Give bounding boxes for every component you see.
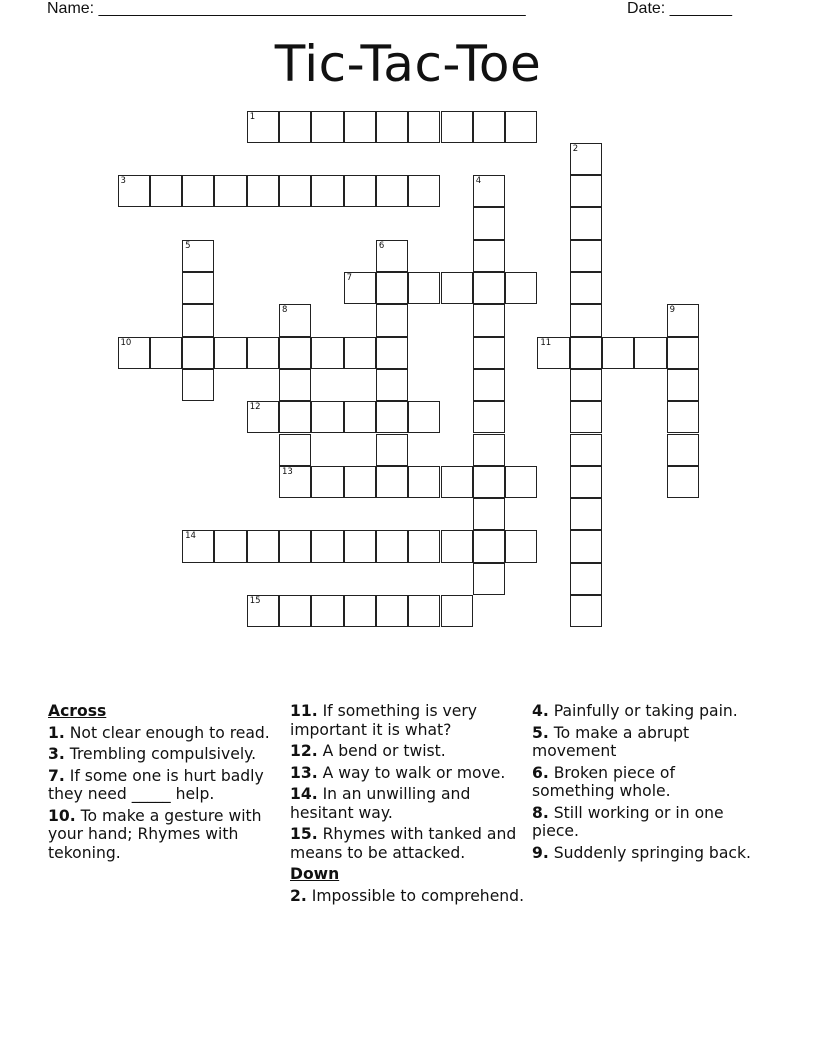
grid-cell[interactable] (376, 304, 408, 336)
grid-cell[interactable] (214, 337, 246, 369)
name-field-label: Name: ________________________________________________ (47, 0, 526, 17)
grid-cell[interactable] (473, 337, 505, 369)
grid-cell[interactable] (570, 498, 602, 530)
grid-cell[interactable] (376, 530, 408, 562)
grid-cell[interactable] (473, 498, 505, 530)
grid-cell[interactable] (279, 434, 311, 466)
grid-cell[interactable] (505, 111, 537, 143)
grid-cell[interactable] (570, 530, 602, 562)
clue-down-6: 6. Broken piece of something whole. (532, 763, 675, 800)
grid-cell[interactable] (311, 175, 343, 207)
clue-across-3: 3. Trembling compulsively. (48, 745, 257, 763)
grid-cell[interactable] (570, 175, 602, 207)
grid-cell[interactable] (667, 401, 699, 433)
grid-cell[interactable] (247, 111, 279, 143)
grid-cell[interactable] (537, 337, 569, 369)
grid-cell[interactable] (182, 369, 214, 401)
clue-down-8: 8. Still working or in one piece. (532, 803, 724, 840)
grid-cell[interactable] (376, 337, 408, 369)
grid-cell[interactable] (441, 530, 473, 562)
grid-cell[interactable] (473, 272, 505, 304)
clue-across-12: 12. A bend or twist. (290, 742, 446, 760)
grid-cell[interactable] (376, 434, 408, 466)
grid-cell[interactable] (570, 207, 602, 239)
grid-cell[interactable] (311, 111, 343, 143)
clue-number: 2 (572, 143, 579, 154)
grid-cell[interactable] (570, 337, 602, 369)
grid-cell[interactable] (118, 175, 150, 207)
grid-cell[interactable] (279, 304, 311, 336)
grid-cell[interactable] (344, 530, 376, 562)
grid-cell[interactable] (667, 337, 699, 369)
grid-cell[interactable] (473, 466, 505, 498)
grid-cell[interactable] (376, 401, 408, 433)
clues-column-3 (532, 702, 762, 865)
clue-number: 15 (249, 596, 261, 606)
clues-column-1 (48, 702, 273, 865)
grid-cell[interactable] (247, 530, 279, 562)
grid-cell[interactable] (311, 530, 343, 562)
clue-number: 14 (185, 531, 196, 542)
grid-cell[interactable] (182, 175, 214, 207)
page-title: Tic-Tac-Toe (274, 35, 542, 93)
clue-number: 8 (282, 305, 288, 316)
clue-number: 5 (185, 240, 191, 251)
grid-cell[interactable] (473, 111, 505, 143)
clue-number: 10 (120, 337, 132, 348)
grid-cell[interactable] (408, 272, 440, 304)
grid-cell[interactable] (376, 595, 408, 627)
grid-cell[interactable] (344, 111, 376, 143)
grid-cell[interactable] (279, 530, 311, 562)
clues-column-2 (290, 702, 526, 908)
clue-down-4: 4. Painfully or taking pain. (532, 702, 738, 720)
grid-cell[interactable] (247, 337, 279, 369)
grid-cell[interactable] (408, 466, 440, 498)
clue-down-5: 5. To make a abrupt movement (532, 723, 690, 760)
grid-cell[interactable] (150, 175, 182, 207)
clue-across-10: 10. To make a gesture with your hand; Rhymes with tekoning. (48, 806, 262, 862)
grid-cell[interactable] (182, 240, 214, 272)
grid-cell[interactable] (570, 369, 602, 401)
grid-cell[interactable] (376, 111, 408, 143)
clue-across-15: 15. Rhymes with tanked and means to be attacked. (290, 825, 517, 862)
grid-cell[interactable] (344, 466, 376, 498)
grid-cell[interactable] (376, 369, 408, 401)
grid-cell[interactable] (473, 207, 505, 239)
grid-cell[interactable] (182, 337, 214, 369)
clue-number: 4 (475, 176, 482, 187)
clue-number: 9 (669, 305, 676, 316)
grid-cell[interactable] (473, 401, 505, 433)
clue-across-1: 1. Not clear enough to read. (48, 723, 270, 742)
clue-number: 1 (249, 111, 256, 122)
grid-cell[interactable] (118, 337, 150, 369)
clue-across-11: 11. If something is very important it is what? (290, 702, 478, 739)
grid-cell[interactable] (602, 337, 634, 369)
grid-cell[interactable] (344, 175, 376, 207)
clue-number: 11 (540, 337, 552, 348)
grid-cell[interactable] (408, 175, 440, 207)
clue-number: 7 (346, 273, 353, 283)
grid-cell[interactable] (279, 111, 311, 143)
clue-across-14: 14. In an unwilling and hesitant way. (290, 785, 471, 822)
date-field-label: Date: _______ (627, 0, 732, 17)
grid-cell[interactable] (505, 466, 537, 498)
clue-number: 6 (378, 240, 385, 251)
grid-cell[interactable] (408, 111, 440, 143)
grid-cell[interactable] (570, 434, 602, 466)
clue-down-2: 2. Impossible to comprehend. (290, 886, 525, 905)
grid-cell[interactable] (667, 304, 699, 336)
grid-cell[interactable] (344, 272, 376, 304)
grid-cell[interactable] (214, 175, 246, 207)
grid-cell[interactable] (182, 530, 214, 562)
grid-cell[interactable] (376, 272, 408, 304)
down-heading: Down (290, 865, 340, 883)
grid-cell[interactable] (247, 595, 279, 627)
grid-cell[interactable] (473, 175, 505, 207)
grid-cell[interactable] (441, 111, 473, 143)
grid-cell[interactable] (667, 369, 699, 401)
grid-cell[interactable] (505, 530, 537, 562)
grid-cell[interactable] (247, 175, 279, 207)
grid-cell[interactable] (408, 595, 440, 627)
grid-cell[interactable] (279, 401, 311, 433)
grid-cell[interactable] (570, 401, 602, 433)
grid-cell[interactable] (473, 240, 505, 272)
clue-across-7: 7. If some one is hurt badly they need _____ help. (48, 766, 264, 803)
clue-down-9: 9. Suddenly springing back. (532, 843, 751, 862)
grid-cell[interactable] (570, 595, 602, 627)
grid-cell[interactable] (570, 143, 602, 175)
grid-cell[interactable] (570, 240, 602, 272)
grid-cell[interactable] (376, 240, 408, 272)
grid-cell[interactable] (570, 563, 602, 595)
grid-cell[interactable] (247, 401, 279, 433)
grid-cell[interactable] (376, 466, 408, 498)
across-heading: Across (48, 702, 107, 720)
grid-cell[interactable] (376, 175, 408, 207)
clue-number: 12 (249, 402, 261, 413)
grid-cell[interactable] (279, 369, 311, 401)
grid-cell[interactable] (570, 272, 602, 304)
grid-cell[interactable] (311, 595, 343, 627)
grid-cell[interactable] (408, 530, 440, 562)
grid-cell[interactable] (441, 272, 473, 304)
grid-cell[interactable] (408, 401, 440, 433)
grid-cell[interactable] (634, 337, 666, 369)
grid-cell[interactable] (570, 304, 602, 336)
grid-cell[interactable] (279, 337, 311, 369)
grid-cell[interactable] (150, 337, 182, 369)
grid-cell[interactable] (214, 530, 246, 562)
grid-cell[interactable] (279, 175, 311, 207)
grid-cell[interactable] (441, 595, 473, 627)
grid-cell[interactable] (182, 272, 214, 304)
grid-cell[interactable] (311, 401, 343, 433)
grid-cell[interactable] (279, 595, 311, 627)
grid-cell[interactable] (505, 272, 537, 304)
grid-cell[interactable] (473, 530, 505, 562)
grid-cell[interactable] (667, 466, 699, 498)
grid-cell[interactable] (279, 466, 311, 498)
grid-cell[interactable] (344, 337, 376, 369)
grid-cell[interactable] (344, 595, 376, 627)
grid-cell[interactable] (344, 401, 376, 433)
clue-number: 13 (282, 466, 293, 477)
grid-cell[interactable] (473, 304, 505, 336)
grid-cell[interactable] (182, 304, 214, 336)
clue-number: 3 (120, 176, 126, 187)
grid-cell[interactable] (473, 434, 505, 466)
grid-cell[interactable] (473, 563, 505, 595)
grid-cell[interactable] (441, 466, 473, 498)
grid-cell[interactable] (311, 337, 343, 369)
clue-across-13: 13. A way to walk or move. (290, 763, 506, 782)
grid-cell[interactable] (570, 466, 602, 498)
grid-cell[interactable] (473, 369, 505, 401)
grid-cell[interactable] (667, 434, 699, 466)
grid-cell[interactable] (311, 466, 343, 498)
